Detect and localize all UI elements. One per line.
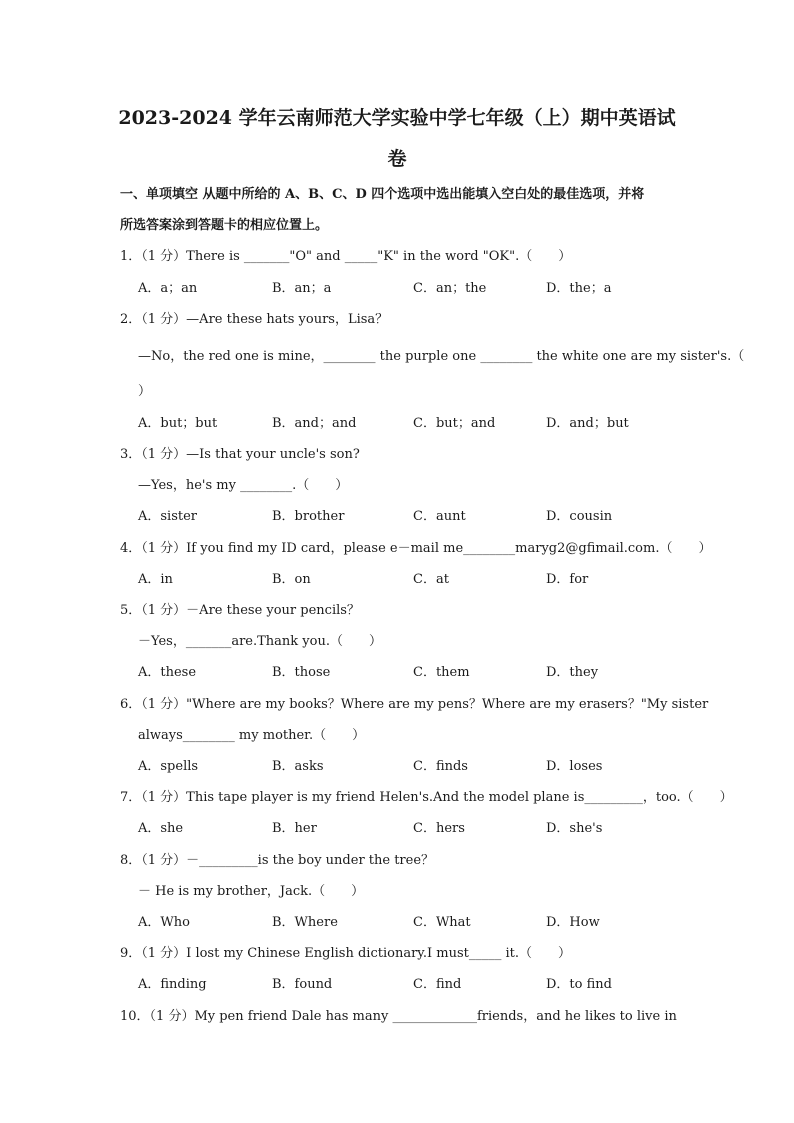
option-d: D．they xyxy=(546,665,599,680)
option-b: B．her xyxy=(272,821,317,836)
question-3-stem-line-2: —Yes，he's my ________.（ ） xyxy=(138,478,349,493)
option-d: D．she's xyxy=(546,821,603,836)
option-b: B．brother xyxy=(272,509,345,524)
option-d: D．How xyxy=(546,915,600,930)
option-c: C．find xyxy=(413,977,462,992)
option-b: B．and；and xyxy=(272,416,357,431)
option-c: C．finds xyxy=(413,759,468,774)
question-3-options xyxy=(138,509,678,525)
option-c: C．What xyxy=(413,915,471,930)
option-c: C．at xyxy=(413,572,449,587)
question-5-options xyxy=(138,665,678,681)
option-a: A．a；an xyxy=(138,281,198,296)
option-b: B．asks xyxy=(272,759,324,774)
option-a: A．these xyxy=(138,665,197,680)
option-a: A．she xyxy=(138,821,184,836)
option-c: C．hers xyxy=(413,821,465,836)
question-6-stem: 6．（1 分）"Where are my books？Where are my pens？Where are my erasers？"My sister xyxy=(120,697,709,712)
option-a: A．spells xyxy=(138,759,199,774)
option-a: A．Who xyxy=(138,915,190,930)
question-9-options xyxy=(138,977,678,993)
option-d: D．the；a xyxy=(546,281,612,296)
option-b: B．found xyxy=(272,977,333,992)
option-b: B．those xyxy=(272,665,331,680)
question-3-stem: 3．（1 分）—Is that your uncle's son? xyxy=(120,447,360,462)
option-c: C．but；and xyxy=(413,416,496,431)
exam-title-line-2: 卷 xyxy=(387,148,407,170)
section-instruction-line-1: 一、单项填空 从题中所给的 A、B、C、D 四个选项中选出能填入空白处的最佳选项，并将 xyxy=(120,187,645,202)
question-7-options xyxy=(138,821,678,837)
question-6-stem-line-2: always________ my mother.（ ） xyxy=(138,728,366,743)
option-a: A．but；but xyxy=(138,416,218,431)
option-d: D．loses xyxy=(546,759,603,774)
exam-title-line-1: 2023-2024 学年云南师范大学实验中学七年级（上）期中英语试 xyxy=(118,107,676,129)
question-5-stem: 5．（1 分）－Are these your pencils？ xyxy=(120,603,360,618)
question-8-options xyxy=(138,915,678,931)
option-d: D．and；but xyxy=(546,416,629,431)
question-1-options xyxy=(138,281,678,297)
option-b: B．on xyxy=(272,572,311,587)
option-c: C．them xyxy=(413,665,470,680)
option-d: D．to find xyxy=(546,977,612,992)
question-5-stem-line-2: －Yes，_______are.Thank you.（ ） xyxy=(138,634,382,649)
question-8-stem-line-2: － He is my brother，Jack.（ ） xyxy=(138,884,365,899)
question-2-options xyxy=(138,416,678,432)
question-9-stem: 9．（1 分）I lost my Chinese English dictionary.I must_____ it.（ ） xyxy=(120,946,572,961)
option-d: D．for xyxy=(546,572,589,587)
question-1-stem: 1．（1 分）There is _______"O" and _____"K" in the word "OK".（ ） xyxy=(120,249,572,264)
option-b: B．an；a xyxy=(272,281,332,296)
option-d: D．cousin xyxy=(546,509,613,524)
section-instruction-line-2: 所选答案涂到答题卡的相应位置上。 xyxy=(120,218,329,233)
option-b: B．Where xyxy=(272,915,338,930)
question-2-stem-line-3: ） xyxy=(138,384,152,399)
option-a: A．sister xyxy=(138,509,198,524)
question-6-options xyxy=(138,759,678,775)
option-c: C．aunt xyxy=(413,509,466,524)
question-10-stem: 10．（1 分）My pen friend Dale has many _____________friends，and he likes to live in xyxy=(120,1009,677,1024)
question-4-options xyxy=(138,572,678,588)
question-2-stem: 2．（1 分）—Are these hats yours，Lisa？ xyxy=(120,312,389,327)
option-a: A．finding xyxy=(138,977,207,992)
question-4-stem: 4．（1 分）If you find my ID card，please e－mail me________maryg2@gfimail.com.（ ） xyxy=(120,541,712,556)
question-8-stem: 8．（1 分）－_________is the boy under the tree？ xyxy=(120,853,435,868)
question-2-stem-line-2: —No，the red one is mine，________ the purple one ________ the white one are my sister's.（ xyxy=(138,349,745,364)
option-c: C．an；the xyxy=(413,281,487,296)
question-7-stem: 7．（1 分）This tape player is my friend Helen's.And the model plane is_________，too.（ ） xyxy=(120,790,733,805)
option-a: A．in xyxy=(138,572,173,587)
